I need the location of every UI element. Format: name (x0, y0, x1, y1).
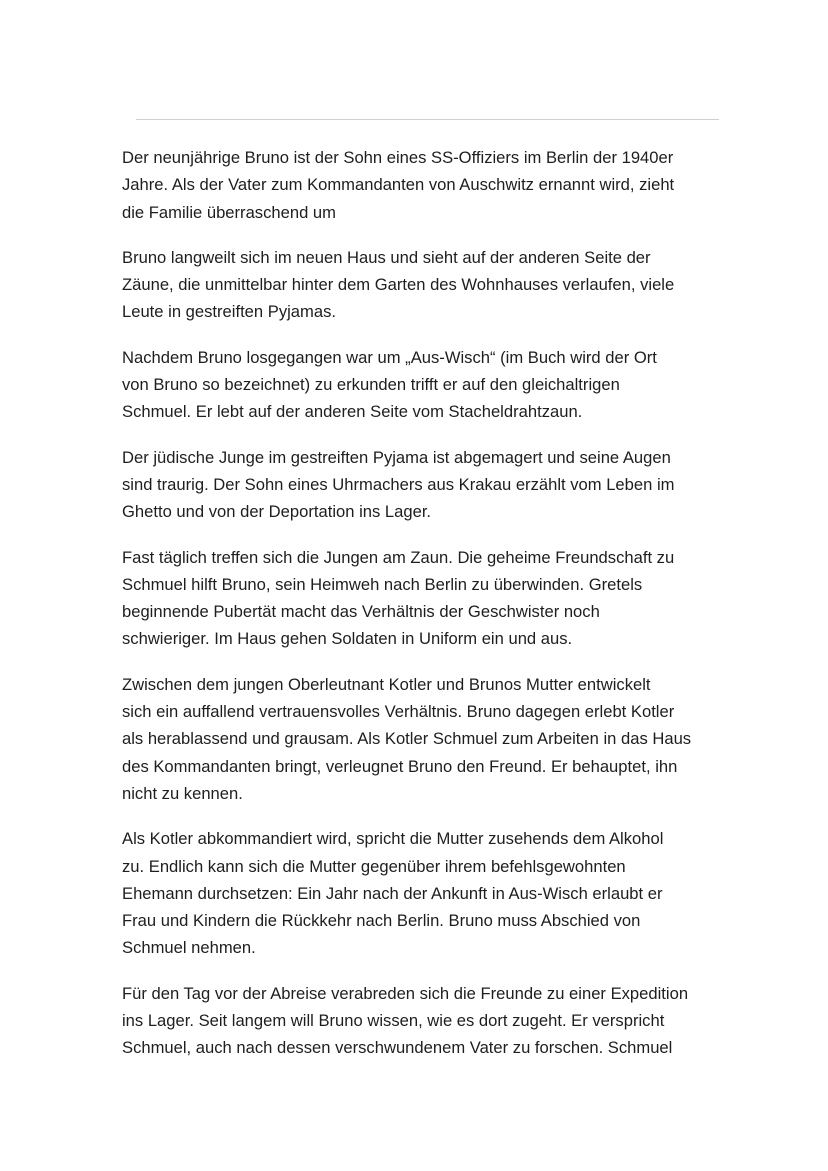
text-line: Ghetto und von der Deportation ins Lager. (122, 502, 432, 522)
text-line: Bruno langweilt sich im neuen Haus und sieht auf der anderen Seite der (122, 247, 651, 267)
paragraph-2 (122, 244, 742, 326)
text-line: als herablassend und grausam. Als Kotler Schmuel zum Arbeiten in das Haus (122, 729, 692, 749)
text-line: zu. Endlich kann sich die Mutter gegenüber ihrem befehlsgewohnten (122, 856, 626, 876)
text-line: Zäune, die unmittelbar hinter dem Garten des Wohnhauses verlaufen, viele (122, 275, 675, 295)
paragraph-4 (122, 444, 742, 526)
paragraph-8 (122, 980, 742, 1062)
text-line: Leute in gestreiften Pyjamas. (122, 302, 336, 322)
text-line: Ehemann durchsetzen: Ein Jahr nach der Ankunft in Aus-Wisch erlaubt er (122, 883, 663, 903)
paragraph-7 (122, 825, 742, 961)
paragraph-6 (122, 671, 742, 807)
text-line: Zwischen dem jungen Oberleutnant Kotler und Brunos Mutter entwickelt (122, 674, 651, 694)
text-line: Der neunjährige Bruno ist der Sohn eines SS-Offiziers im Berlin der 1940er (122, 148, 674, 167)
text-line: des Kommandanten bringt, verleugnet Bruno den Freund. Er behauptet, ihn (122, 756, 678, 776)
text-line: Fast täglich treffen sich die Jungen am Zaun. Die geheime Freundschaft zu (122, 547, 675, 567)
text-line: Frau und Kindern die Rückkehr nach Berlin. Bruno muss Abschied von (122, 911, 641, 931)
text-line: Schmuel hilft Bruno, sein Heimweh nach Berlin zu überwinden. Gretels (122, 574, 643, 594)
paragraph-3 (122, 344, 742, 426)
text-line: Als Kotler abkommandiert wird, spricht die Mutter zusehends dem Alkohol (122, 829, 664, 849)
text-line: Jahre. Als der Vater zum Kommandanten von Auschwitz ernannt wird, zieht (122, 175, 675, 195)
text-line: Für den Tag vor der Abreise verabreden sich die Freunde zu einer Expedition (122, 983, 689, 1003)
text-line: ins Lager. Seit langem will Bruno wissen, wie es dort zugeht. Er verspricht (122, 1011, 665, 1031)
text-line: sind traurig. Der Sohn eines Uhrmachers aus Krakau erzählt vom Leben im (122, 474, 675, 494)
text-line: von Bruno so bezeichnet) zu erkunden trifft er auf den gleichaltrigen (122, 375, 620, 395)
header-rule (136, 119, 719, 120)
text-line: nicht zu kennen. (122, 783, 243, 803)
text-line: beginnende Pubertät macht das Verhältnis der Geschwister noch (122, 602, 600, 622)
text-line: Schmuel, auch nach dessen verschwundenem Vater zu forschen. Schmuel (122, 1038, 673, 1058)
paragraph-5 (122, 544, 742, 653)
text-line: Schmuel nehmen. (122, 938, 256, 958)
text-line: schwieriger. Im Haus gehen Soldaten in Uniform ein und aus. (122, 629, 573, 649)
text-line: Der jüdische Junge im gestreiften Pyjama ist abgemagert und seine Augen (122, 447, 671, 467)
text-line: Nachdem Bruno losgegangen war um „Aus-Wisch“ (im Buch wird der Ort (122, 347, 657, 367)
document-body (122, 144, 742, 1080)
text-line: die Familie überraschend um (122, 202, 336, 222)
paragraph-1 (122, 144, 742, 226)
text-line: sich ein auffallend vertrauensvolles Verhältnis. Bruno dagegen erlebt Kotler (122, 702, 675, 722)
text-line: Schmuel. Er lebt auf der anderen Seite vom Stacheldrahtzaun. (122, 402, 583, 422)
